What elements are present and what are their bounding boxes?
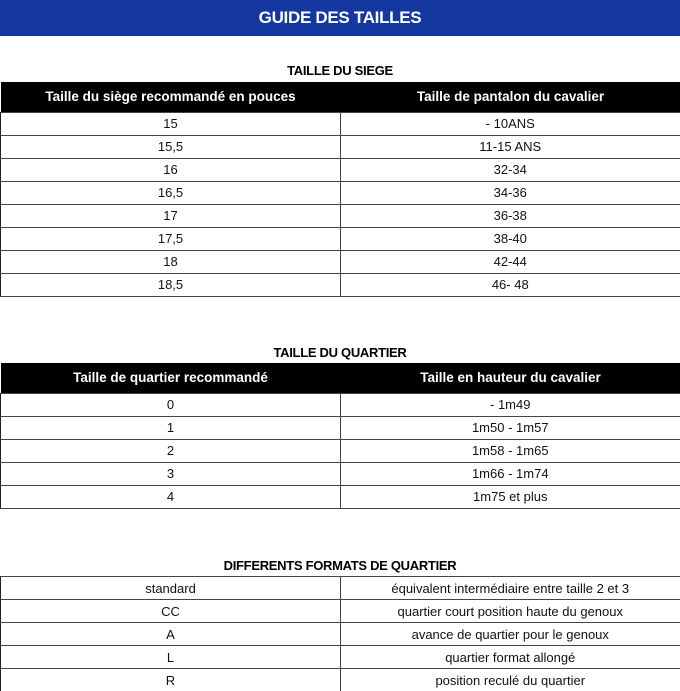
seat-size-table (0, 82, 680, 297)
flap-size-cell: 0 (1, 393, 341, 416)
column-header: Taille du siège recommandé en pouces (1, 82, 341, 112)
table-row (1, 204, 680, 227)
seat-size-cell: 17 (1, 204, 341, 227)
seat-size-cell: 18,5 (1, 273, 341, 296)
column-header: Taille de quartier recommandé (1, 363, 341, 393)
format-code-cell: standard (1, 577, 341, 600)
table-row (1, 462, 680, 485)
format-code-cell: L (1, 646, 341, 669)
format-description-cell: quartier format allongé (341, 646, 680, 669)
rider-height-cell: - 1m49 (341, 393, 680, 416)
format-description-cell: avance de quartier pour le genoux (341, 623, 680, 646)
page-banner (0, 0, 680, 36)
flap-size-table (0, 363, 680, 509)
table-row (1, 669, 680, 691)
flap-size-cell: 2 (1, 439, 341, 462)
table-row (1, 577, 680, 600)
table-row (1, 158, 680, 181)
table-row (1, 485, 680, 508)
table-row (1, 135, 680, 158)
format-description-cell: position reculé du quartier (341, 669, 680, 691)
pants-size-cell: 36-38 (341, 204, 680, 227)
page-title: GUIDE DES TAILLES (258, 8, 422, 27)
flap-size-title: TAILLE DU QUARTIER (273, 345, 407, 360)
format-code-cell: CC (1, 600, 341, 623)
table-row (1, 112, 680, 135)
pants-size-cell: - 10ANS (341, 112, 680, 135)
seat-size-cell: 16 (1, 158, 341, 181)
pants-size-cell: 34-36 (341, 181, 680, 204)
table-row (1, 623, 680, 646)
table-row (1, 439, 680, 462)
table-header-row (1, 363, 680, 393)
flap-size-cell: 3 (1, 462, 341, 485)
table-row (1, 227, 680, 250)
table-row (1, 250, 680, 273)
table-row (1, 273, 680, 296)
format-code-cell: R (1, 669, 341, 691)
table-row (1, 646, 680, 669)
rider-height-cell: 1m75 et plus (341, 485, 680, 508)
pants-size-cell: 11-15 ANS (341, 135, 680, 158)
column-header: Taille de pantalon du cavalier (341, 82, 680, 112)
rider-height-cell: 1m50 - 1m57 (341, 416, 680, 439)
seat-size-cell: 17,5 (1, 227, 341, 250)
seat-size-cell: 15 (1, 112, 341, 135)
format-description-cell: équivalent intermédiaire entre taille 2 et 3 (341, 577, 680, 600)
format-description-cell: quartier court position haute du genoux (341, 600, 680, 623)
format-code-cell: A (1, 623, 341, 646)
flap-formats-title: DIFFERENTS FORMATS DE QUARTIER (223, 558, 457, 573)
flap-size-cell: 1 (1, 416, 341, 439)
rider-height-cell: 1m58 - 1m65 (341, 439, 680, 462)
pants-size-cell: 32-34 (341, 158, 680, 181)
flap-formats-table (0, 576, 680, 691)
seat-size-cell: 16,5 (1, 181, 341, 204)
flap-size-cell: 4 (1, 485, 341, 508)
pants-size-cell: 38-40 (341, 227, 680, 250)
table-row (1, 416, 680, 439)
pants-size-cell: 42-44 (341, 250, 680, 273)
table-row (1, 181, 680, 204)
seat-size-cell: 15,5 (1, 135, 341, 158)
column-header: Taille en hauteur du cavalier (341, 363, 680, 393)
table-header-row (1, 82, 680, 112)
seat-size-title: TAILLE DU SIEGE (287, 63, 393, 78)
table-row (1, 600, 680, 623)
rider-height-cell: 1m66 - 1m74 (341, 462, 680, 485)
pants-size-cell: 46- 48 (341, 273, 680, 296)
seat-size-cell: 18 (1, 250, 341, 273)
table-row (1, 393, 680, 416)
